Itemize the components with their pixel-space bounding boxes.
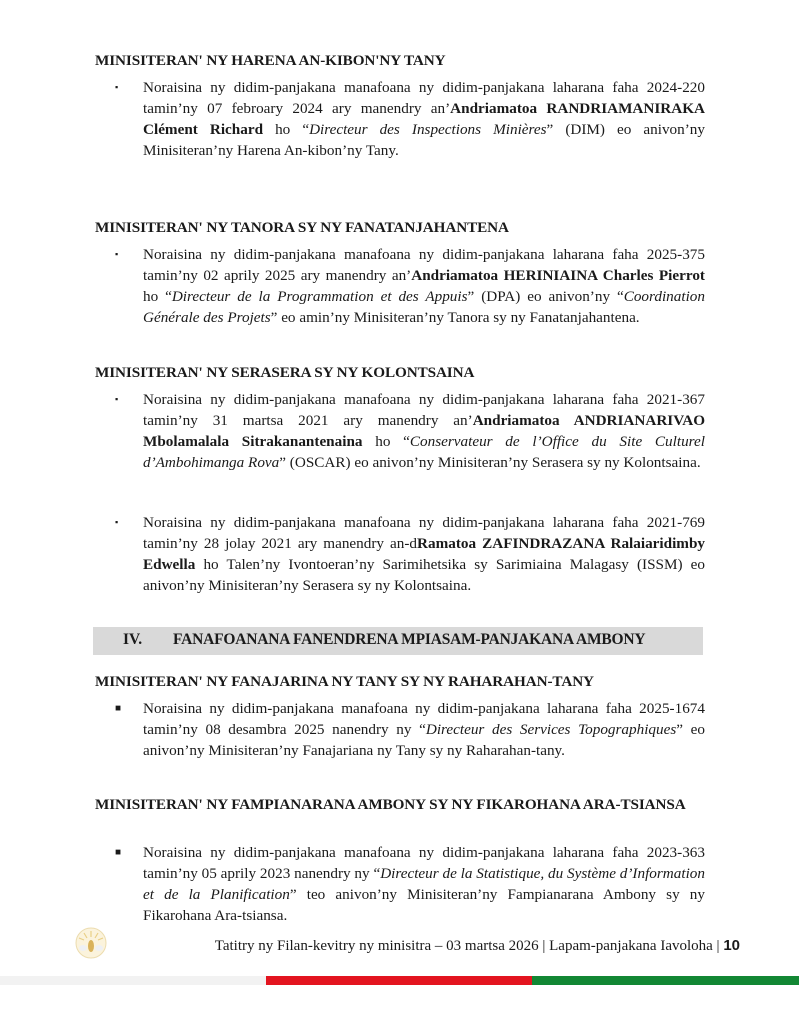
item-text: Noraisina ny didim-panjakana manafoana ny didim-panjakana laharana faha 2025-1674 tamin’ny 08 desambra 2025 nanendry ny “Directeur des Services Topographiques” eo anivon’ny Minisiteran’ny Fanajariana ny Tany sy ny Raharahan-tany. [143,700,705,759]
footer-stripe-grey [0,976,266,985]
section-heading: MINISITERAN' NY FANAJARINA NY TANY SY NY RAHARAHAN-TANY [95,673,594,690]
item-text: Noraisina ny didim-panjakana manafoana ny didim-panjakana laharana faha 2024-220 tamin’ny 07 febroary 2024 ary manendry an’Andriamatoa RANDRIAMANIRAKA Clément Richard ho “Directeur des Inspections Minières” (DIM) eo anivon’ny Minisiteran’ny Harena An-kibon’ny Tany. [143,79,705,159]
section-banner [93,627,703,655]
position-title: Directeur des Inspections Minières [309,121,547,138]
item-text: Noraisina ny didim-panjakana manafoana ny didim-panjakana laharana faha 2025-375 tamin’ny 02 aprily 2025 ary manendry an’Andriamatoa HERINIAINA Charles Pierrot ho “Directeur de la Programmation et des Appuis” (DPA) eo anivon’ny “Coordination Générale des Projets” eo amin’ny Minisiteran’ny Tanora sy ny Fanatanjahantena. [143,246,705,326]
person-name: Andriamatoa ANDRIANARIVAO Mbolamalala Sitrakanantenaina [143,412,706,450]
position-title: Conservateur de l’Office du Site Culturel d’Ambohimanga Rova [143,433,705,471]
section-heading: MINISITERAN' NY SERASERA SY NY KOLONTSAINA [95,364,475,381]
organization-title: Coordination Générale des Projets [143,288,705,326]
bullet-icon: ■ [115,703,122,714]
bullet-icon: ▪ [115,394,119,404]
footer-text: Tatitry ny Filan-kevitry ny minisitra – 03 martsa 2026 | Lapam-panjakana Iavoloha | 10 [214,937,740,954]
item-text: Noraisina ny didim-panjakana manafoana ny didim-panjakana laharana faha 2023-363 tamin’ny 05 aprily 2023 nanendry ny “Directeur de la Statistique, du Système d’Information et de la Planification” teo anivon’ny Minisiteran’ny Fampianarana Ambony sy ny Fikarohana Ara-tsiansa. [143,844,705,924]
section-heading: MINISITERAN' NY TANORA SY NY FANATANJAHANTENA [95,219,509,236]
page-number: 10 [723,937,740,954]
banner-title: FANAFOANANA FANENDRENA MPIASAM-PANJAKANA AMBONY [173,631,646,648]
footer-stripe-red [266,976,532,985]
item-text: Noraisina ny didim-panjakana manafoana ny didim-panjakana laharana faha 2021-769 tamin’ny 28 jolay 2021 ary manendry an-dRamatoa ZAFINDRAZANA Ralaiaridimby Edwella ho Talen’ny Ivontoeran’ny Sarimihetsika sy Sarimiaina Malagasy (ISSM) eo anivon’ny Minisiteran’ny Serasera sy ny Kolontsaina. [143,514,705,594]
person-name: Andriamatoa HERINIAINA Charles Pierrot [411,267,705,284]
section-heading: MINISITERAN' NY FAMPIANARANA AMBONY SY NY FIKAROHANA ARA-TSIANSA [95,796,686,813]
bullet-icon: ▪ [115,82,119,92]
section-heading: MINISITERAN' NY HARENA AN-KIBON'NY TANY [95,52,446,69]
position-title: Directeur de la Programmation et des Appuis [171,288,468,305]
banner-number: IV. [123,631,143,648]
person-name: Andriamatoa RANDRIAMANIRAKA Clément Richard [143,100,705,138]
position-title: Directeur des Services Topographiques [425,721,677,738]
item-text: Noraisina ny didim-panjakana manafoana ny didim-panjakana laharana faha 2021-367 tamin’ny 31 martsa 2021 ary manendry an’Andriamatoa ANDRIANARIVAO Mbolamalala Sitrakanantenaina ho “Conservateur de l’Office du Site Culturel d’Ambohimanga Rova” (OSCAR) eo anivon’ny Minisiteran’ny Serasera sy ny Kolontsaina. [143,391,706,471]
bullet-icon: ■ [115,847,122,858]
bullet-icon: ▪ [115,517,119,527]
person-name: Ramatoa ZAFINDRAZANA Ralaiaridimby Edwella [143,535,705,573]
bullet-icon: ▪ [115,249,119,259]
seal-emblem-icon [72,926,110,960]
position-title: Directeur de la Statistique, du Système d’Information et de la Planification [143,865,705,903]
footer-stripe-green [532,976,799,985]
